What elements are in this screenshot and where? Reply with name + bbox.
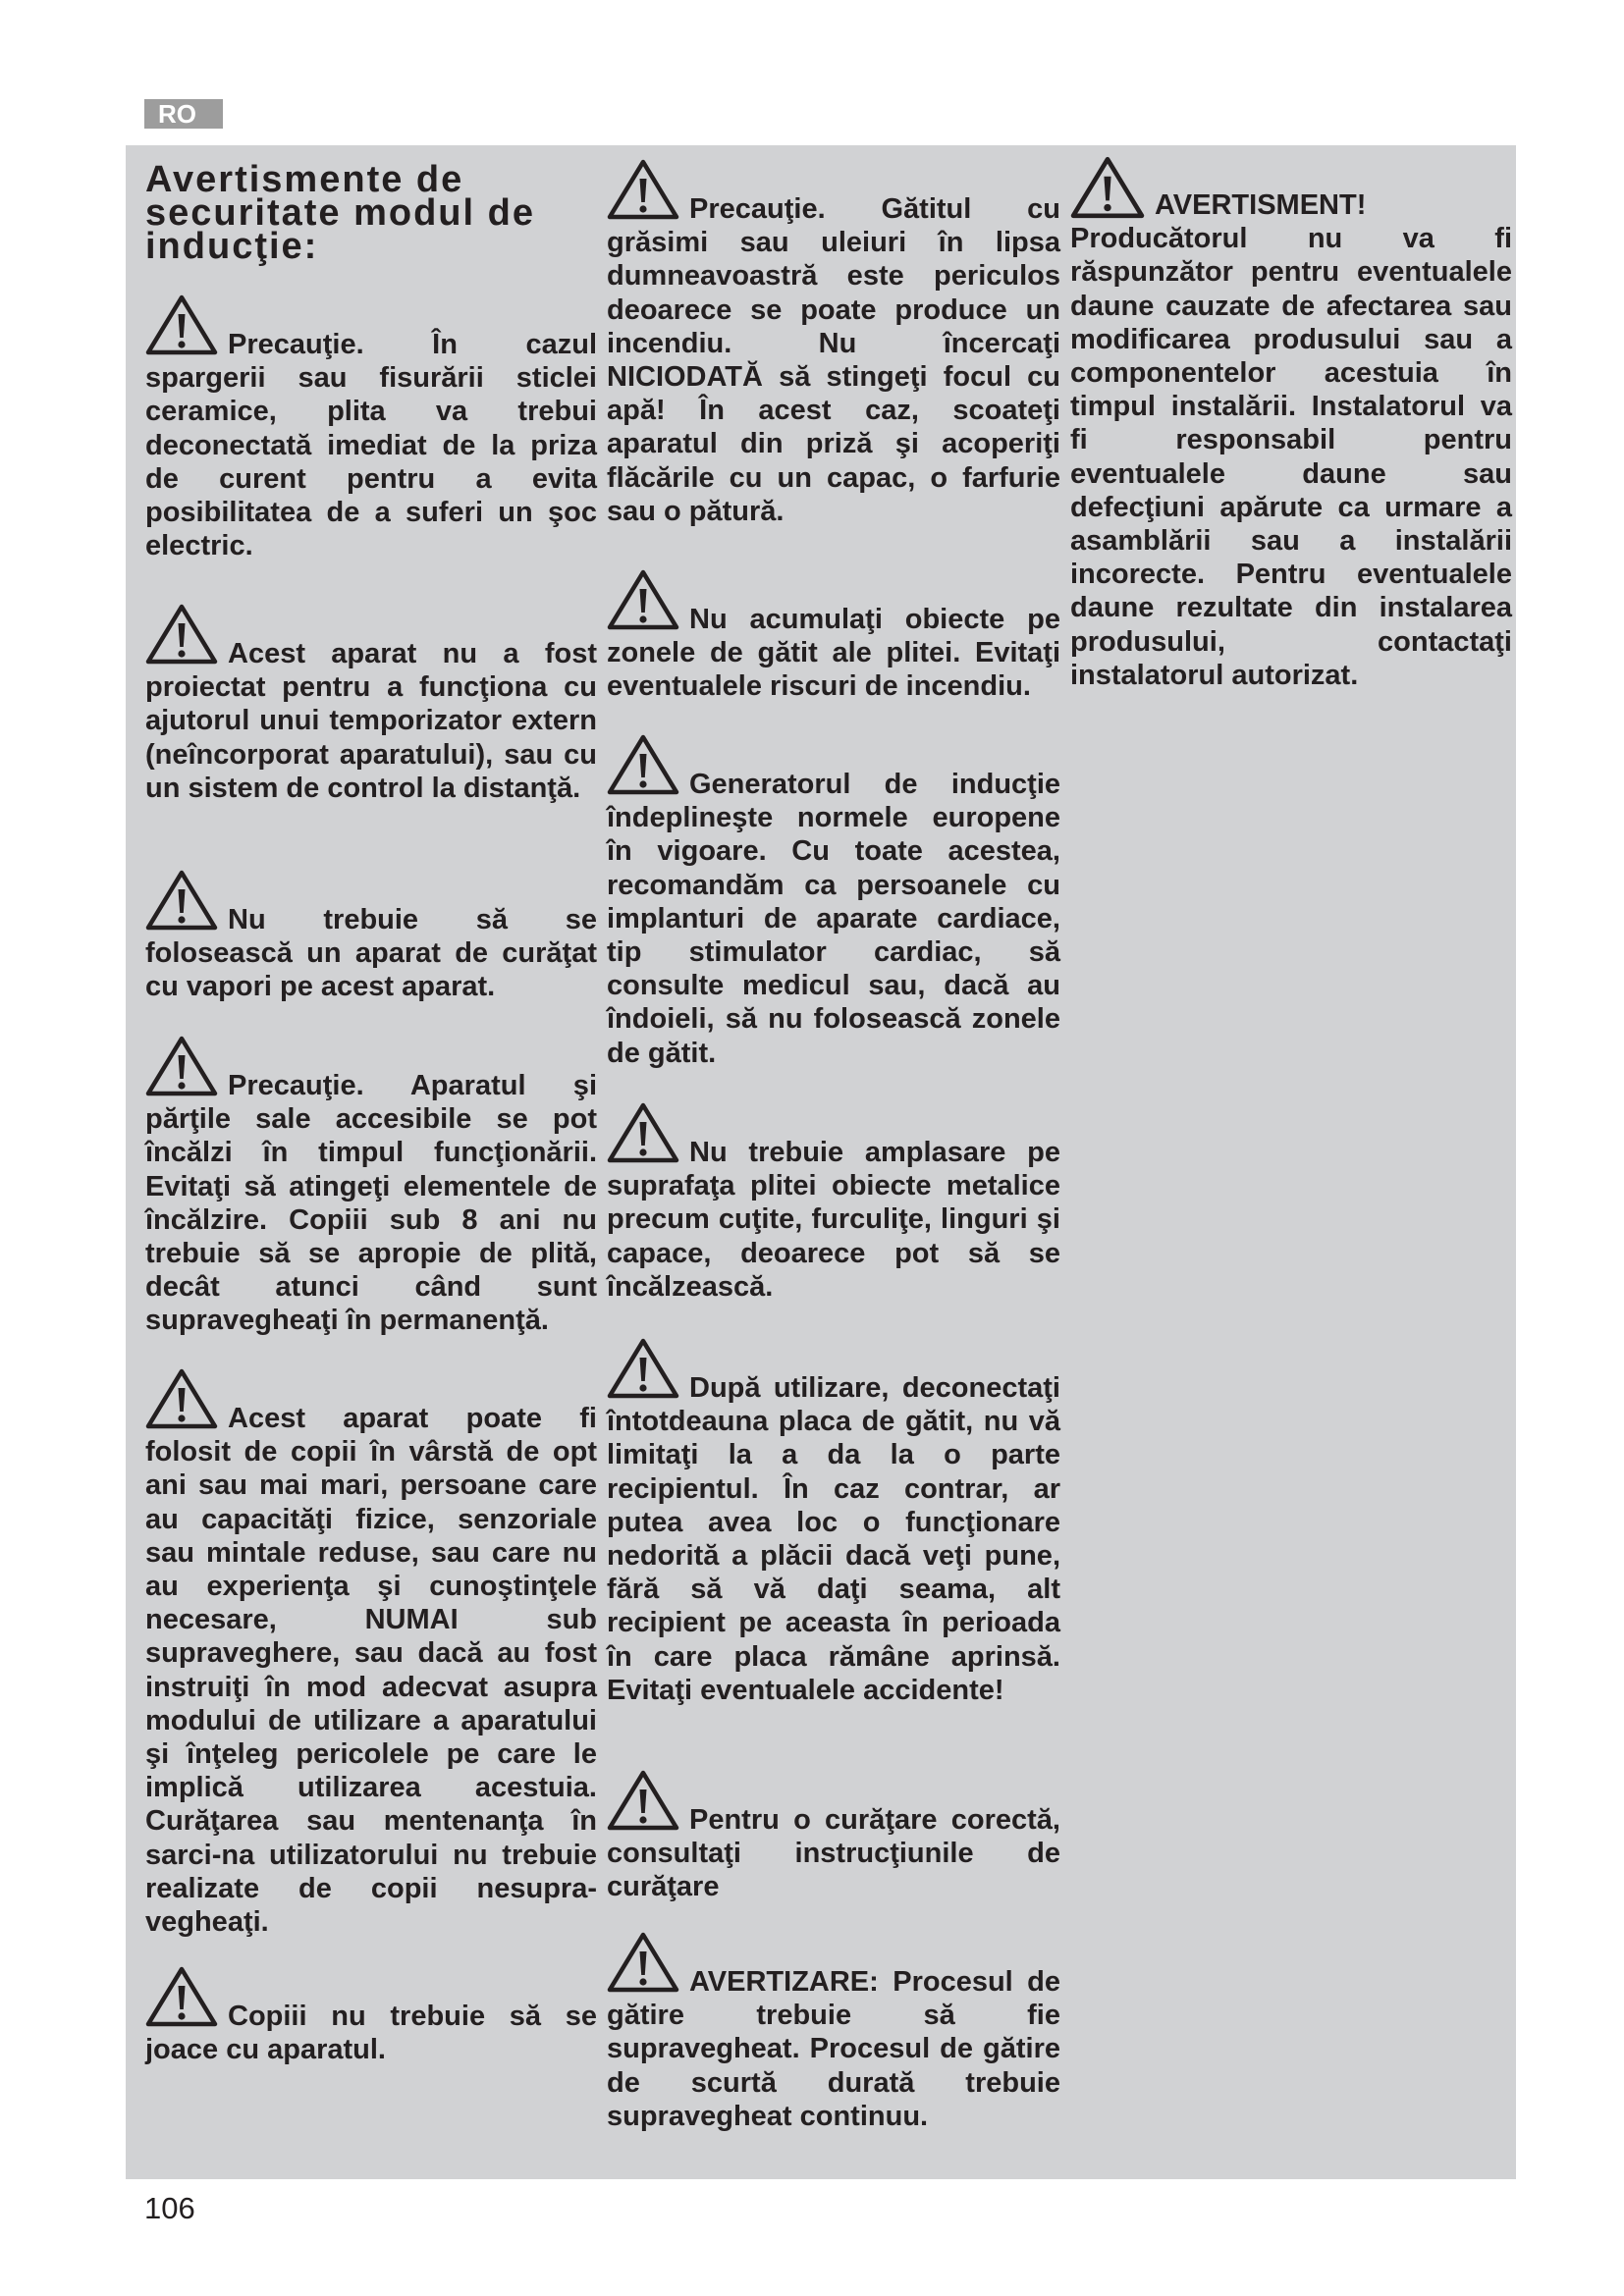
warning-triangle-icon [607, 569, 679, 630]
warning-triangle-icon [145, 1966, 218, 2027]
warning-item [145, 870, 597, 1004]
warning-text: Acest aparat poate fi folosit de copii în vârstă de opt ani sau mai mari, persoane care au capacităţi fizice, senzoriale sau mintale reduse, sau care nu au experienţa şi cunoştinţele necesare, NUMAI sub supraveghere, sau dacă au fost instruiţi în mod adecvat asupra modului de utilizare a aparatului şi înţeleg pericolele pe care le implică utilizarea acestuia. Curăţarea sau mentenanţa în sarci-na utilizatorului nu trebuie realizate de copii nesupra- vegheaţi. [145, 1403, 597, 1939]
warning-text: Nu trebuie să se folosească un aparat de curăţat cu vapori pe acest aparat. [145, 904, 597, 1003]
warning-item [607, 734, 1060, 1070]
warning-triangle-icon [607, 1102, 679, 1163]
warning-item [145, 1368, 597, 1939]
warning-triangle-icon [1070, 155, 1145, 220]
warning-item [145, 604, 597, 805]
page-number: 106 [144, 2191, 195, 2225]
warning-item [607, 1932, 1060, 2133]
warning-item [607, 569, 1060, 704]
warning-text: Precauţie. În cazul spargerii sau fisurării sticlei ceramice, plita va trebui deconectată imediat de la priza de curent pentru a evita posibilitatea de a suferi un şoc electric. [145, 329, 597, 562]
warning-text: Precauţie. Gătitul cu grăsimi sau uleiuri în lipsa dumneavoastră este periculos deoarece se poate produce un incendiu. Nu încercaţi NICIODATĂ să stingeţi focul cu apă! În acest caz, scoateţi aparatul din priză şi acoperiţi flăcările cu un capac, o farfurie sau o pătură. [607, 193, 1060, 527]
warning-text: AVERTISMENT! Producătorul nu va fi răspunzător pentru eventualele daune cauzate de afectarea sau modificarea produsului sau a componentelor acestuia în timpul instalării. Instalatorul va fi responsabil pentru eventualele daune sau defecţiuni apărute ca urmare a asamblării sau a instalării incorecte. Pentru eventualele daune rezultate din instalarea produsului, contactaţi instalatorul autorizat. [1070, 189, 1512, 691]
warning-text: Copiii nu trebuie să se joace cu aparatul. [145, 2001, 597, 2066]
warning-text: Pentru o curăţare corectă, consultaţi instrucţiunile de curăţare [607, 1804, 1060, 1903]
warning-item [145, 1966, 597, 2066]
warning-item [607, 1338, 1060, 1707]
warning-triangle-icon [145, 1036, 218, 1096]
warning-item [1070, 155, 1512, 692]
warning-item [145, 1036, 597, 1338]
warning-item [607, 159, 1060, 528]
warning-text: Generatorul de inducţie îndeplineşte normele europene în vigoare. Cu toate acestea, recomandăm ca persoanele cu implanturi de aparate cardiace, tip stimulator cardiac, să consulte medicul sau, dacă au îndoieli, să nu folosească zonele de gătit. [607, 769, 1060, 1069]
language-tag: RO [144, 99, 223, 129]
warning-triangle-icon [145, 870, 218, 931]
section-title: Avertismente de securitate modul de inducţie: [145, 159, 535, 267]
warning-triangle-icon [607, 734, 679, 795]
warning-text: Nu acumulaţi obiecte pe zonele de gătit ale plitei. Evitaţi eventualele riscuri de incendiu. [607, 604, 1060, 703]
warning-triangle-icon [607, 1770, 679, 1831]
warning-text: După utilizare, deconectaţi întotdeauna placa de gătit, nu vă limitaţi la a da la o parte recipientul. În caz contrar, ar putea avea loc o funcţionare nedorită a plăcii dacă veţi pune, fără să vă daţi seama, alt recipient pe aceasta în perioada în care placa rămâne aprinsă. Evitaţi eventualele accidente! [607, 1372, 1060, 1706]
warning-item [607, 1102, 1060, 1304]
warning-text: Precauţie. Aparatul şi părţile sale accesibile se pot încălzi în timpul funcţionării. Evitaţi să atingeţi elementele de încălzire. Copiii sub 8 ani nu trebuie să se apropie de plită, decât atunci când sunt supravegheaţi în permanenţă. [145, 1070, 597, 1337]
warning-triangle-icon [607, 1338, 679, 1399]
warning-text: Nu trebuie amplasare pe suprafaţa plitei obiecte metalice precum cuţite, furculiţe, linguri şi capace, deoarece pot să se încălzească. [607, 1137, 1060, 1303]
warning-triangle-icon [145, 294, 218, 355]
warning-item [145, 294, 597, 562]
warning-text: Acest aparat nu a fost proiectat pentru a funcţiona cu ajutorul unui temporizator extern (neîncorporat aparatului), sau cu un sistem de control la distanţă. [145, 638, 597, 804]
warning-triangle-icon [607, 159, 679, 220]
warning-triangle-icon [145, 1368, 218, 1429]
safety-warnings-panel [126, 145, 1516, 2179]
warning-triangle-icon [607, 1932, 679, 1993]
warning-item [607, 1770, 1060, 1904]
warning-text: AVERTIZARE: Procesul de gătire trebuie să fie supravegheat. Procesul de gătire de scurtă durată trebuie supravegheat continuu. [607, 1966, 1060, 2132]
warning-triangle-icon [145, 604, 218, 665]
